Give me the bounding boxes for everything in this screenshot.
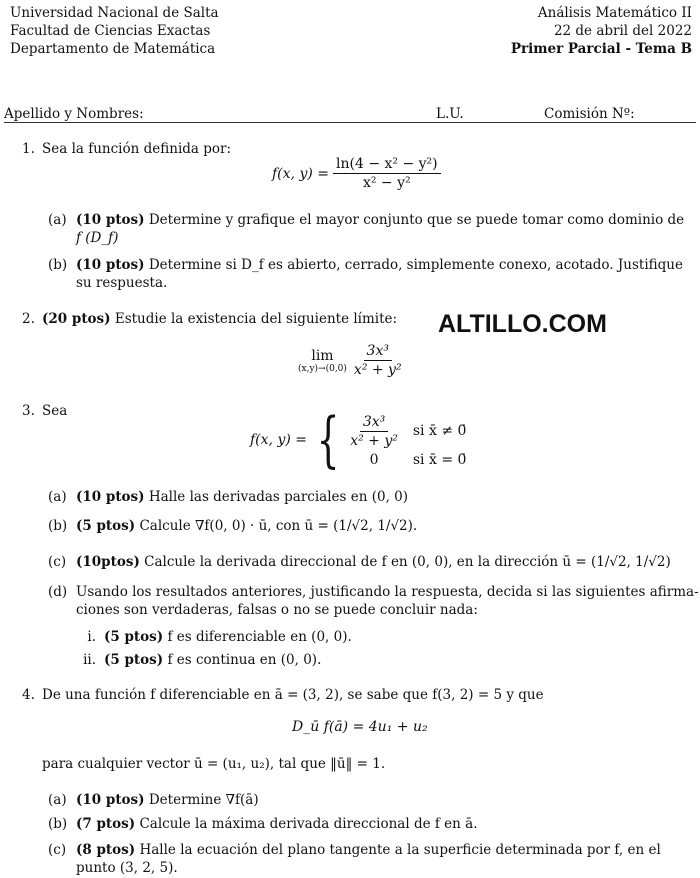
q3d-label: (d) <box>48 584 68 600</box>
q3c-points: (10ptos) <box>76 554 140 570</box>
q2-fraction <box>351 342 405 379</box>
q3-lhs: f(x, y) = <box>250 432 307 448</box>
q2-numerator: 3x³ <box>364 342 392 361</box>
university-name: Universidad Nacional de Salta <box>10 5 219 21</box>
q3-case2-cond: si x̄ = 0̄ <box>412 451 467 468</box>
q4b-text: Calcule la máxima derivada direccional de f en ā. <box>139 816 478 832</box>
q4-equation: D_ū f(ā) = 4u₁ + u₂ <box>292 719 428 735</box>
q3-formula <box>250 405 467 475</box>
q3-case2-val: 0 <box>369 451 379 468</box>
q3-brace: { <box>316 405 340 475</box>
q1b-text2: su respuesta. <box>76 275 168 291</box>
q1b-text1: Determine si D_f es abierto, cerrado, simplemente conexo, acotado. Justifique <box>148 257 683 273</box>
q3dii-points: (5 ptos) <box>104 652 164 668</box>
q3-case1-fraction <box>347 413 401 450</box>
q4b-label: (b) <box>48 816 68 832</box>
q3-case1-den: x² + y² <box>350 432 398 449</box>
q1-lhs: f(x, y) = <box>272 165 329 182</box>
q1-formula <box>272 155 441 192</box>
q2-denominator: x² + y² <box>353 362 402 378</box>
q3d-text2: ciones son verdaderas, falsas o no se puede concluir nada: <box>76 602 478 618</box>
q4b-line <box>76 815 478 833</box>
q1b-points: (10 ptos) <box>76 257 145 273</box>
q2-line <box>42 310 397 328</box>
watermark: ALTILLO.COM <box>438 310 607 338</box>
q1-denominator: x² − y² <box>362 175 411 191</box>
q1a-label: (a) <box>48 212 67 228</box>
q3b-line <box>76 517 417 535</box>
q1-fraction <box>333 155 441 192</box>
q3d-text1: Usando los resultados anteriores, justificando la respuesta, decida si las siguientes afirma- <box>76 584 699 600</box>
q4-condition: para cualquier vector ū = (u₁, u₂), tal que ‖ū‖ = 1. <box>42 756 386 772</box>
q3a-points: (10 ptos) <box>76 489 145 505</box>
q3di-points: (5 ptos) <box>104 629 164 645</box>
q3dii-line <box>104 651 321 669</box>
q4c-text1: Halle la ecuación del plano tangente a la superficie determinada por f, en el <box>139 842 661 858</box>
q2-lim: lim <box>311 347 334 364</box>
q4a-label: (a) <box>48 792 67 808</box>
q3dii-text: f es continua en (0, 0). <box>167 652 322 668</box>
q3c-line <box>76 553 671 571</box>
q1a-text1: Determine y grafique el mayor conjunto que se puede tomar como dominio de <box>148 212 685 228</box>
q3-intro: Sea <box>42 403 68 419</box>
q3a-label: (a) <box>48 489 67 505</box>
q1-numerator: ln(4 − x² − y²) <box>333 155 441 174</box>
lu-label: L.U. <box>436 106 464 122</box>
q3-cases <box>347 413 466 468</box>
q3-number: 3. <box>22 403 35 419</box>
course-name: Análisis Matemático II <box>537 5 692 21</box>
q3di-text: f es diferenciable en (0, 0). <box>167 629 352 645</box>
q3-case1-cond: si x̄ ≠ 0̄ <box>412 423 467 439</box>
department-name: Departamento de Matemática <box>10 41 216 57</box>
q4b-points: (7 ptos) <box>76 816 136 832</box>
q4a-line <box>76 791 259 809</box>
q3a-line <box>76 488 408 506</box>
q3di-line <box>104 628 352 646</box>
faculty-name: Facultad de Ciencias Exactas <box>10 23 211 39</box>
q4-number: 4. <box>22 687 35 703</box>
q2-limit <box>298 348 347 374</box>
q3c-label: (c) <box>48 554 67 570</box>
q4c-label: (c) <box>48 842 67 858</box>
q2-formula <box>298 342 405 379</box>
q3dii-label: ii. <box>83 652 96 668</box>
exam-title: Primer Parcial - Tema B <box>510 41 692 57</box>
q3c-vector: (1/√2, 1/√2) <box>590 554 671 570</box>
name-label: Apellido y Nombres: <box>4 106 144 122</box>
q2-number: 2. <box>22 311 35 327</box>
q4-text: De una función f diferenciable en ā = (3, 2), se sabe que f(3, 2) = 5 y que <box>42 687 544 703</box>
q2-lim-sub: (x,y)→(0,0) <box>298 363 347 374</box>
commission-label: Comisión Nº: <box>544 106 635 122</box>
q1a-text2: f (D_f) <box>76 230 119 246</box>
q3di-label: i. <box>87 629 96 645</box>
header-rule <box>4 122 696 123</box>
q4c-text2: punto (3, 2, 5). <box>76 860 178 876</box>
q3b-points: (5 ptos) <box>76 518 136 534</box>
exam-date: 22 de abril del 2022 <box>553 23 692 39</box>
q3a-text: Halle las derivadas parciales en (0, 0) <box>148 489 409 505</box>
q1b-line1 <box>76 256 683 274</box>
q4c-points: (8 ptos) <box>76 842 136 858</box>
q4a-text: Determine ∇f(ā) <box>148 792 259 808</box>
q4a-points: (10 ptos) <box>76 792 145 808</box>
q3b-label: (b) <box>48 518 68 534</box>
q3b-text: Calcule ∇f(0, 0) · ū, con ū = <box>139 518 329 534</box>
q1-number: 1. <box>22 141 35 157</box>
q1a-line1 <box>76 211 684 229</box>
q1-intro: Sea la función definida por: <box>42 141 232 157</box>
q3-case1-num: 3x³ <box>360 413 388 432</box>
q1b-label: (b) <box>48 257 68 273</box>
q2-text: Estudie la existencia del siguiente límite: <box>114 311 398 327</box>
q4c-line1 <box>76 841 661 859</box>
q2-points: (20 ptos) <box>42 311 111 327</box>
q3c-text: Calcule la derivada direccional de f en (0, 0), en la dirección ū = <box>144 554 587 570</box>
q1a-points: (10 ptos) <box>76 212 145 228</box>
q3b-vector: (1/√2, 1/√2). <box>333 518 418 534</box>
